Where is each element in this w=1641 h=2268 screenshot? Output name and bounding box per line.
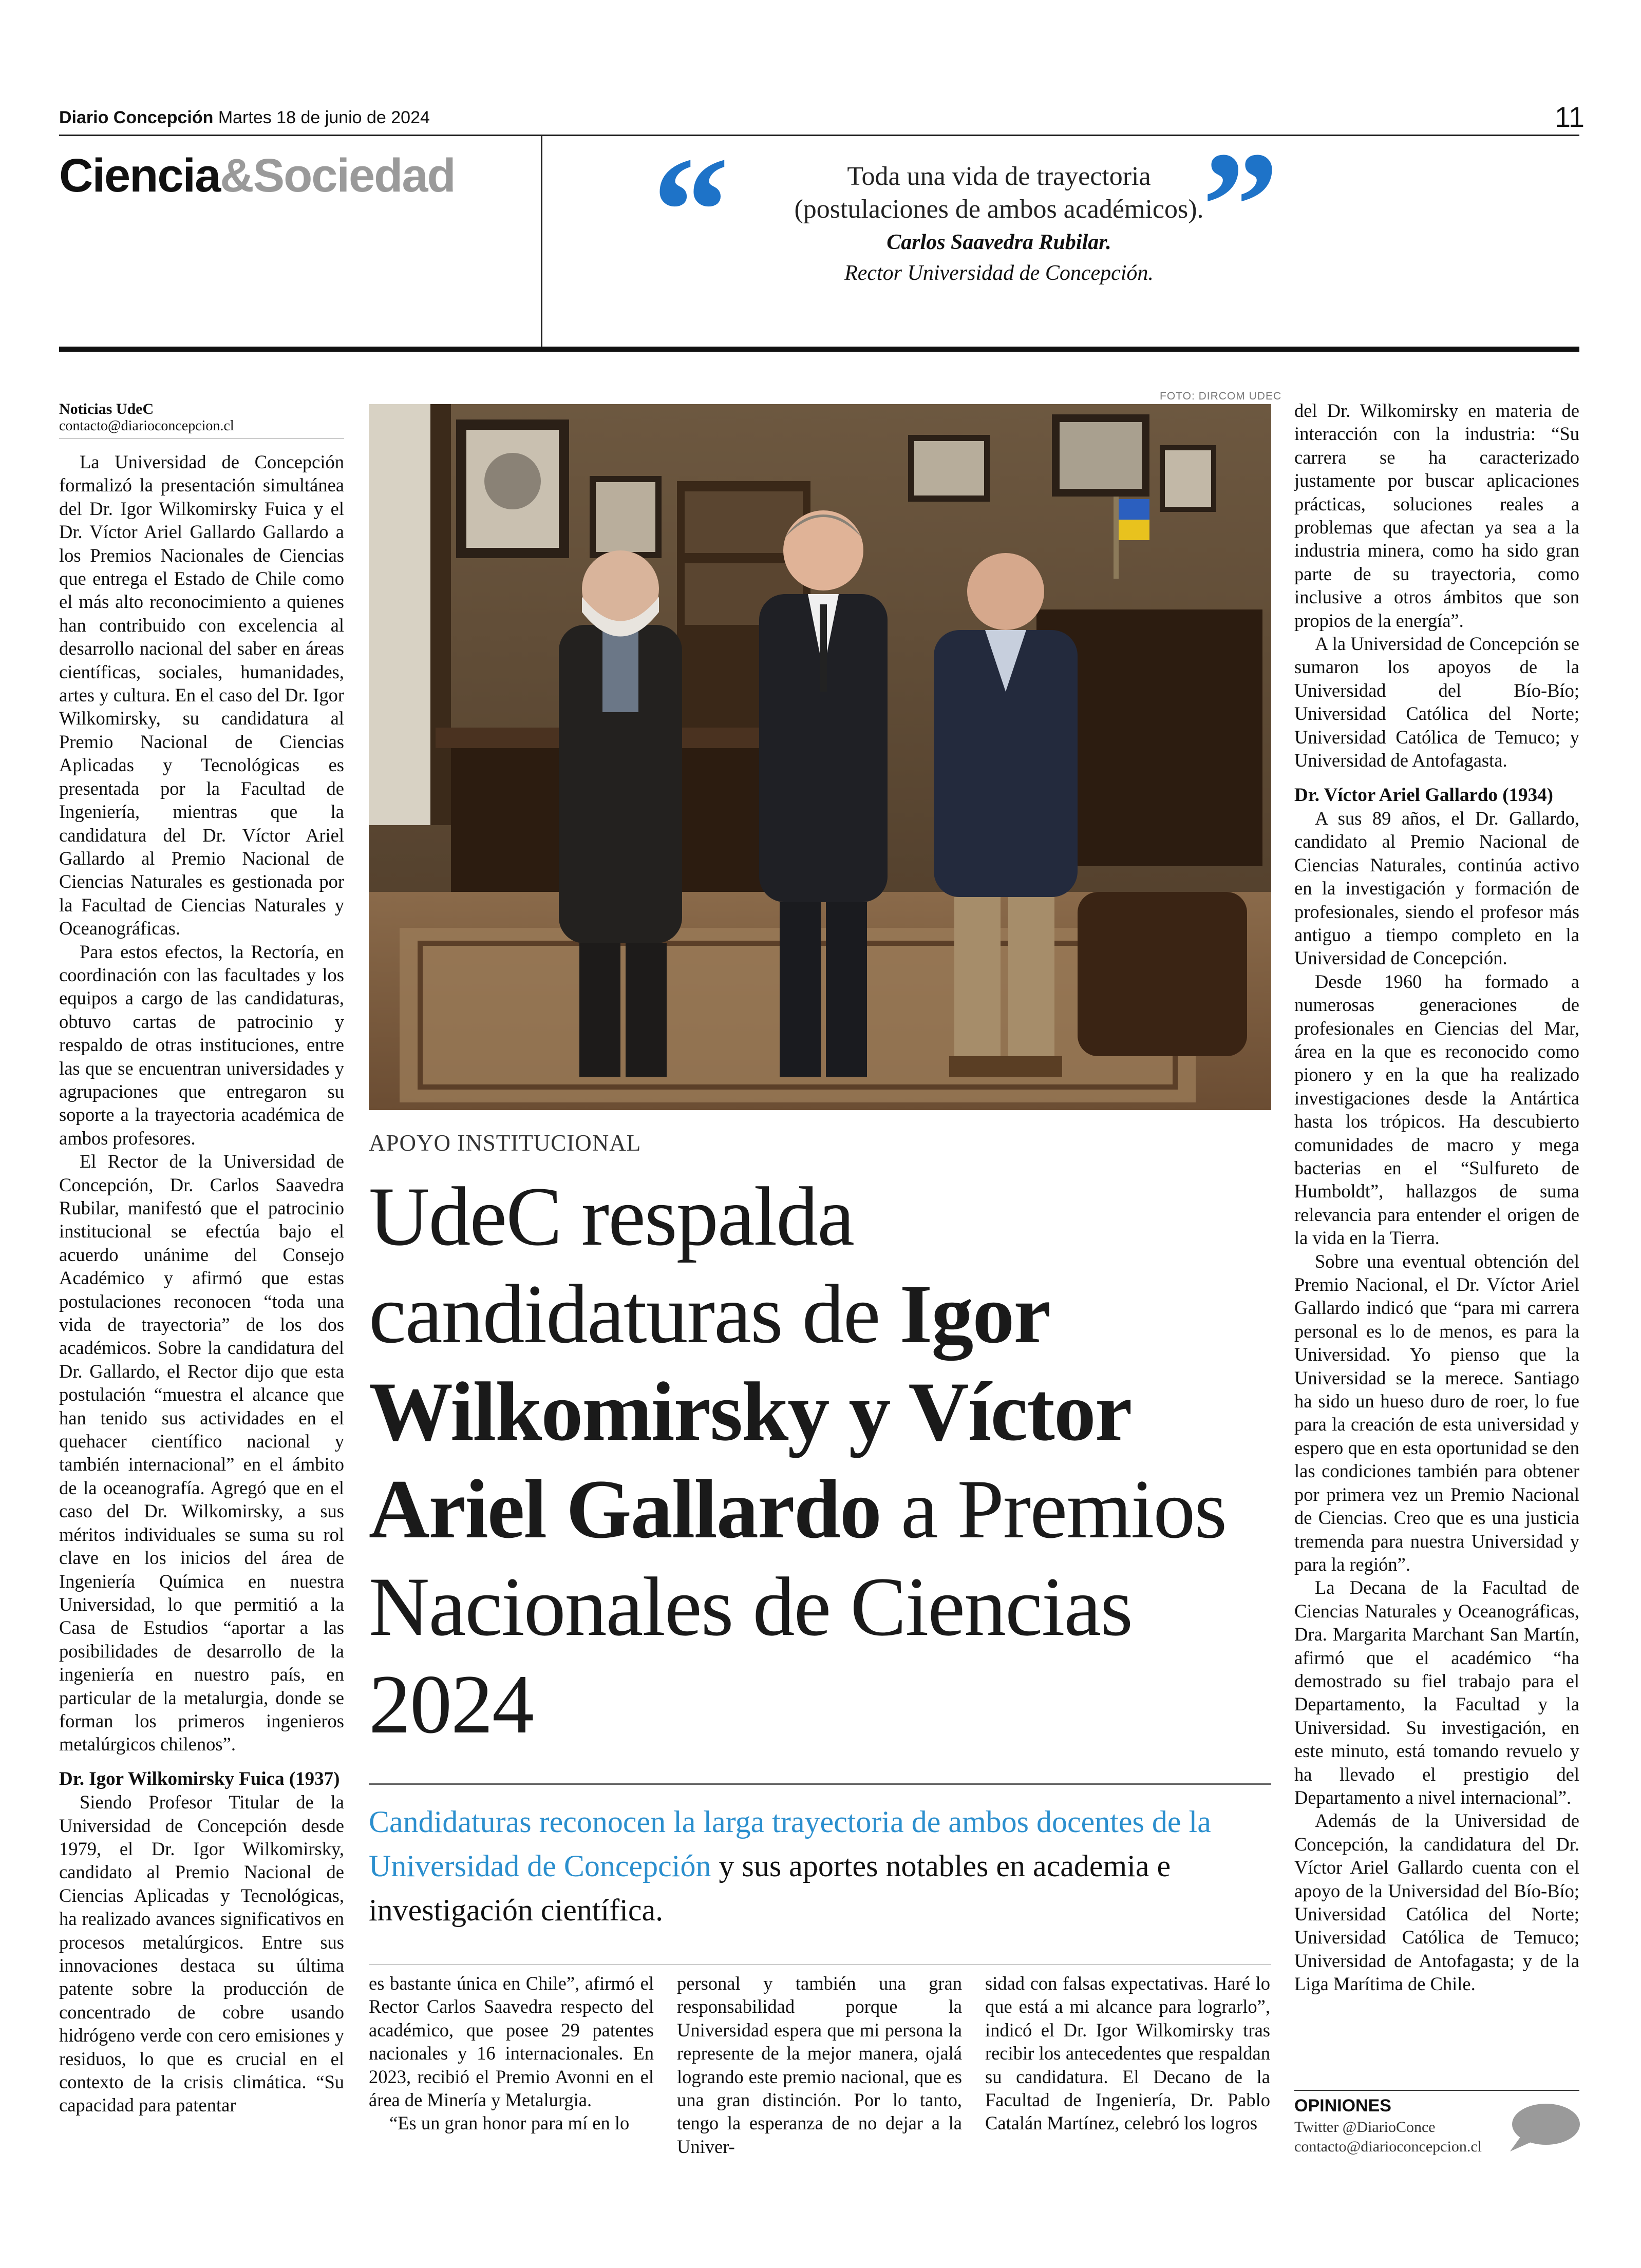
- section-title: [59, 149, 455, 203]
- byline-name: Noticias UdeC: [59, 401, 154, 417]
- pullquote-line-1: Toda una vida de trayectoria: [847, 162, 1151, 191]
- article-photo: [369, 404, 1271, 1110]
- headline-part-3: a Premios Nacionales de Ciencias 2024: [369, 1463, 1227, 1751]
- top-rule: [59, 135, 1579, 136]
- subhead-rule: [369, 1783, 1271, 1785]
- section-title-amp: &: [220, 149, 253, 202]
- byline-rule: [59, 438, 344, 439]
- article-column-1: [59, 450, 344, 2117]
- paragraph: es bastante única en Chile”, afirmó el Rector Carlos Saavedra respecto del académico, que posee 29 patentes nacionales y 16 internacionales. En 2023, recibió el Premio Avonni en el área de Minería y Metalurgia.: [369, 1973, 654, 2111]
- paragraph: El Rector de la Universidad de Concepción, Dr. Carlos Saavedra Rubilar, manifestó que el patrocinio institucional se efectúa bajo el acuerdo unánime del Consejo Académico y afirmó que estas postulaciones reconocen “toda una vida de trayectoria” de los dos académicos. Sobre la candidatura del Dr. Gallardo, el Rector dijo que esta postulación “muestra el alcance que han tenido sus actividades en el quehacer científico nacional y también internacional” en el ámbito de la oceanografía. Agregó que en el caso del Dr. Wilkomirsky, a sus méritos individuales se suma su rol clave en los inicios del área de Ingeniería Química en nuestra Universidad, lo que permitió a la Casa de Estudios “aportar a las posibilidades de desarrollo de la ingeniería en nuestro país, en particular de la metalurgia, donde se forman los primeros ingenieros metalúrgicos chilenos”.: [59, 1151, 344, 1755]
- opinions-email-link[interactable]: contacto@diarioconcepcion.cl: [1294, 2138, 1482, 2155]
- article-column-5: [1294, 399, 1579, 1996]
- section-title-right: Sociedad: [253, 149, 455, 202]
- paragraph: “Es un gran honor para mí en lo: [389, 2112, 630, 2134]
- speech-bubble-icon: [1505, 2101, 1582, 2152]
- paragraph: sidad con falsas expectativas. Haré lo que está a mi alcance para lograrlo”, indicó el Dr. Igor Wilkomirsky tras recibir los antecedentes que respaldan su candidatura. El Decano de la Facultad de Ingeniería, Dr. Pablo Catalán Martínez, celebró los logros: [985, 1973, 1270, 2134]
- paragraph: A sus 89 años, el Dr. Gallardo, candidato al Premio Nacional de Ciencias Naturales, continúa activo en la investigación y formación de profesionales, siendo el profesor más antiguo a tiempo completo en la Universidad de Concepción.: [1294, 807, 1579, 969]
- headline-names: Igor Wilkomirsky y Víctor Ariel Gallardo: [369, 1268, 1130, 1556]
- byline: [59, 401, 344, 434]
- header-divider: [541, 135, 542, 350]
- close-quote-icon: ”: [1202, 120, 1279, 291]
- paragraph: personal y también una gran responsabilidad porque la Universidad espera que mi persona la represente de la mejor manera, ojalá logrando este premio nacional, que es una gran distinción. Por lo tanto, tengo la esperanza de no dejar a la Univer-: [677, 1973, 962, 2157]
- article-column-4: [985, 1972, 1270, 2135]
- subheading-wilkomirsky: Dr. Igor Wilkomirsky Fuica (1937): [59, 1768, 340, 1789]
- paragraph: Sobre una eventual obtención del Premio Nacional, el Dr. Víctor Ariel Gallardo indicó que “para mi carrera personal es lo de menos, es para la Universidad. Yo pienso que la Universidad se la merece. Santiago ha sido un hueso duro de roer, lo fue para la creación de esta universidad y espero que en esta oportunidad se den las condiciones también para obtener por primera vez un Premio Nacional de Ciencias. Creo que es una justicia tremenda para nuestra Universidad y para la región”.: [1294, 1250, 1579, 1575]
- header-bottom-rule: [59, 347, 1579, 352]
- byline-email: contacto@diarioconcepcion.cl: [59, 418, 234, 434]
- body-top-rule: [369, 1964, 1271, 1965]
- paragraph: del Dr. Wilkomirsky en materia de interacción con la industria: “Su carrera se ha caracterizado justamente por buscar aplicaciones prácticas, soluciones reales a problemas que afectan ya sea a la industria minera, como ha sido gran parte de su trayectoria, como inclusive a otros ámbitos que son propios de la energía”.: [1294, 400, 1579, 631]
- pullquote-text: [734, 160, 1263, 226]
- paragraph: Además de la Universidad de Concepción, la candidatura del Dr. Víctor Ariel Gallardo cuenta con el apoyo de la Universidad del Bío-Bío; Universidad Católica del Norte; Universidad Católica de Temuco; Universidad de Antofagasta; y de la Liga Marítima de Chile.: [1294, 1810, 1579, 1995]
- article-headline: [369, 1168, 1271, 1754]
- masthead: [59, 108, 430, 128]
- paragraph: Desde 1960 ha formado a numerosas generaciones de profesionales en Ciencias del Mar, área en la que es reconocido como pionero y en la que ha realizado investigaciones desde la Antártica hasta los trópicos. Ha descubierto comunidades de macro y mega bacterias en el “Sulfureto de Humboldt”, hallazgos de suma relevancia para entender el origen de la vida en la Tierra.: [1294, 970, 1579, 1249]
- pullquote-author: Carlos Saavedra Rubilar.: [886, 231, 1111, 254]
- paragraph: A la Universidad de Concepción se sumaron los apoyos de la Universidad del Bío-Bío; Universidad Católica del Norte; Universidad Católica de Temuco; y Universidad de Antofagasta.: [1294, 633, 1579, 771]
- opinions-twitter-link[interactable]: Twitter @DiarioConce: [1294, 2119, 1436, 2136]
- paper-name: Diario Concepción: [59, 108, 214, 127]
- issue-date: Martes 18 de junio de 2024: [218, 108, 430, 127]
- article-column-3: [677, 1972, 962, 2158]
- page-number: 11: [1554, 101, 1585, 133]
- section-title-left: Ciencia: [59, 149, 220, 202]
- open-quote-icon: “: [652, 125, 729, 296]
- article-subhead: [369, 1800, 1271, 1932]
- headline-part-1: UdeC respalda candidaturas de: [369, 1170, 900, 1361]
- paragraph: Para estos efectos, la Rectoría, en coordinación con las facultades y los equipos a cargo de las candidaturas, obtuvo cartas de patrocinio y respaldo de otras instituciones, entre las que se encuentran universidades y agrupaciones que entregaron su soporte a la trayectoria académica de ambos profesores.: [59, 941, 344, 1149]
- pullquote-role: Rector Universidad de Concepción.: [844, 261, 1154, 285]
- photo-credit: FOTO: DIRCOM UDEC: [1160, 390, 1282, 402]
- article-column-2: [369, 1972, 654, 2135]
- paragraph: La Decana de la Facultad de Ciencias Naturales y Oceanográficas, Dra. Margarita Marchant San Martín, afirmó que el académico “ha demostrado su fiel trabajo para el Departamento, la Facultad y la Universidad. Su investigación, en este minuto, está tomando revuelo y ha llevado el prestigio del Departamento a nivel internacional”.: [1294, 1577, 1579, 1808]
- article-kicker: APOYO INSTITUCIONAL: [369, 1130, 642, 1156]
- subhead-rest: y sus aportes notables en academia e investigación científica.: [369, 1849, 1171, 1927]
- opinions-title: OPINIONES: [1294, 2096, 1391, 2115]
- opinions-rule: [1294, 2090, 1579, 2091]
- paragraph: Siendo Profesor Titular de la Universidad de Concepción desde 1979, el Dr. Igor Wilkomirsky, candidato al Premio Nacional de Ciencias Aplicadas y Tecnológicas, ha realizado avances significativos en procesos metalúrgicos. Entre sus innovaciones destaca su última patente sobre la producción de concentrado de cobre usando hidrógeno verde con cero emisiones y residuos, lo que es crucial en el contexto de la crisis climática. “Su capacidad para patentar: [59, 1791, 344, 2116]
- subheading-gallardo: Dr. Víctor Ariel Gallardo (1934): [1294, 784, 1553, 806]
- photo-illustration: [369, 404, 1271, 1110]
- pullquote-line-2: (postulaciones de ambos académicos).: [794, 195, 1204, 224]
- subhead-highlight: Candidaturas reconocen la larga trayectoria de ambos docentes de la Universidad de Concepción: [369, 1805, 1211, 1883]
- paragraph: La Universidad de Concepción formalizó la presentación simultánea del Dr. Igor Wilkomirsky Fuica y el Dr. Víctor Ariel Gallardo Gallardo a los Premios Nacionales de Ciencias que entrega el Estado de Chile como el más alto reconocimiento a quienes han contribuido con excelencia al desarrollo nacional del saber en áreas científicas, sociales, humanidades, artes y cultura. En el caso del Dr. Igor Wilkomirsky, su candidatura al Premio Nacional de Ciencias Aplicadas y Tecnológicas es presentada por la Facultad de Ingeniería, mientras que la candidatura del Dr. Víctor Ariel Gallardo al Premio Nacional de Ciencias Naturales es gestionada por la Facultad de Ciencias Naturales y Oceanográficas.: [59, 451, 344, 939]
